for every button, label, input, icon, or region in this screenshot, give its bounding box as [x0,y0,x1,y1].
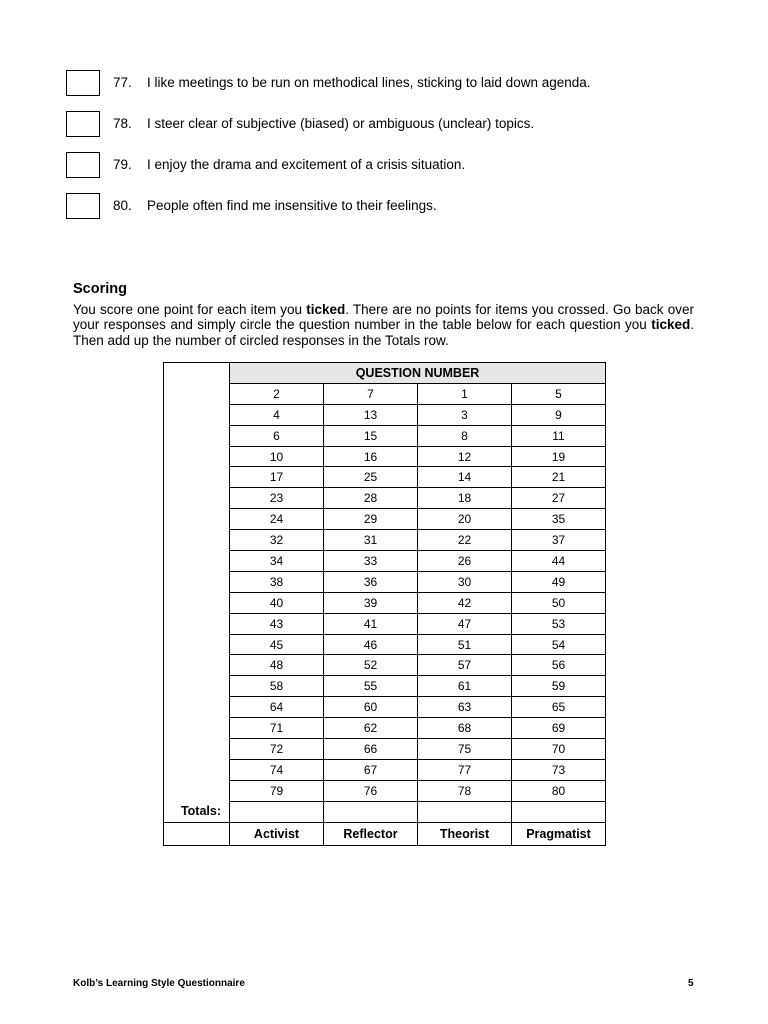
empty-cell [164,530,230,551]
table-row [164,571,606,592]
question-number-cell[interactable]: 6 [230,425,324,446]
totals-row [164,801,606,822]
empty-cell [164,571,230,592]
question-number-cell[interactable]: 42 [418,592,512,613]
question-number-cell[interactable]: 80 [512,780,606,801]
empty-cell [164,488,230,509]
question-number-cell[interactable]: 12 [418,446,512,467]
question-number-cell[interactable]: 65 [512,697,606,718]
question-item [66,152,706,180]
scoring-table-body [164,363,606,846]
table-row [164,446,606,467]
total-cell[interactable] [512,801,606,822]
table-row [164,467,606,488]
question-number-cell[interactable]: 53 [512,613,606,634]
answer-checkbox[interactable] [66,152,100,178]
intro-text: . Then add up the number of circled responses in the Totals row. [73,317,694,348]
table-row [164,759,606,780]
question-number-cell[interactable]: 75 [418,739,512,760]
question-number-cell[interactable]: 34 [230,551,324,572]
table-row [164,613,606,634]
table-header: QUESTION NUMBER [230,363,606,384]
empty-cell [164,759,230,780]
question-number-cell[interactable]: 23 [230,488,324,509]
question-number-cell[interactable]: 61 [418,676,512,697]
question-number-cell[interactable]: 20 [418,509,512,530]
question-number-cell[interactable]: 30 [418,571,512,592]
table-row [164,697,606,718]
table-row [164,739,606,760]
question-number-cell[interactable]: 55 [324,676,418,697]
empty-cell [164,551,230,572]
question-number-cell[interactable]: 77 [418,759,512,780]
empty-cell [164,655,230,676]
scoring-instructions [73,302,694,348]
question-item [66,111,706,139]
total-cell[interactable] [230,801,324,822]
empty-cell [164,676,230,697]
question-number-cell[interactable]: 67 [324,759,418,780]
footer-title: Kolb’s Learning Style Questionnaire [73,978,245,989]
question-text: I like meetings to be run on methodical lines, sticking to laid down agenda. [147,75,591,90]
table-row [164,655,606,676]
question-number-cell[interactable]: 16 [324,446,418,467]
empty-cell [164,363,230,384]
question-number-cell[interactable]: 37 [512,530,606,551]
table-row [164,634,606,655]
question-number-cell[interactable]: 52 [324,655,418,676]
question-number-cell[interactable]: 31 [324,530,418,551]
empty-cell [164,467,230,488]
question-number-cell[interactable]: 46 [324,634,418,655]
question-number-cell[interactable]: 54 [512,634,606,655]
question-number-cell[interactable]: 58 [230,676,324,697]
style-names-row [164,822,606,845]
question-number-cell[interactable]: 49 [512,571,606,592]
question-number-cell[interactable]: 51 [418,634,512,655]
question-number-cell[interactable]: 43 [230,613,324,634]
table-header-row [164,363,606,384]
table-row [164,592,606,613]
question-number-cell[interactable]: 19 [512,446,606,467]
question-number-cell[interactable]: 57 [418,655,512,676]
intro-text: You score one point for each item you [73,302,307,317]
empty-cell [164,718,230,739]
table-row [164,404,606,425]
page-number: 5 [688,978,694,989]
question-number-cell[interactable]: 35 [512,509,606,530]
question-number-cell[interactable]: 18 [418,488,512,509]
question-number-cell[interactable]: 69 [512,718,606,739]
intro-text: . There are no points for items you crossed. Go back over your responses and simply circle the question number in the table below for each question you [73,302,694,333]
question-number-cell[interactable]: 4 [230,404,324,425]
question-number-cell[interactable]: 26 [418,551,512,572]
empty-cell [164,425,230,446]
empty-cell [164,780,230,801]
table-row [164,509,606,530]
answer-checkbox[interactable] [66,111,100,137]
question-number-cell[interactable]: 59 [512,676,606,697]
question-number-cell[interactable]: 36 [324,571,418,592]
question-number-cell[interactable]: 50 [512,592,606,613]
question-number-cell[interactable]: 48 [230,655,324,676]
question-number-cell[interactable]: 41 [324,613,418,634]
question-number-cell[interactable]: 44 [512,551,606,572]
question-text: I steer clear of subjective (biased) or ambiguous (unclear) topics. [147,116,535,131]
empty-cell [164,613,230,634]
question-number-cell[interactable]: 63 [418,697,512,718]
question-number-cell[interactable]: 76 [324,780,418,801]
question-number-cell[interactable]: 78 [418,780,512,801]
answer-checkbox[interactable] [66,70,100,96]
total-cell[interactable] [418,801,512,822]
question-number-cell[interactable]: 8 [418,425,512,446]
learning-style-label: Reflector [324,822,418,845]
scoring-table [163,362,606,846]
learning-style-label: Activist [230,822,324,845]
total-cell[interactable] [324,801,418,822]
question-number-cell[interactable]: 15 [324,425,418,446]
question-number-cell[interactable]: 1 [418,383,512,404]
question-number-cell[interactable]: 38 [230,571,324,592]
question-number-cell[interactable]: 73 [512,759,606,780]
question-number-cell[interactable]: 9 [512,404,606,425]
empty-cell [164,634,230,655]
empty-cell [164,446,230,467]
learning-style-label: Theorist [418,822,512,845]
empty-cell [164,592,230,613]
empty-cell [164,404,230,425]
question-number-cell[interactable]: 71 [230,718,324,739]
question-number-cell[interactable]: 66 [324,739,418,760]
question-number-cell[interactable]: 74 [230,759,324,780]
table-row [164,425,606,446]
totals-label: Totals: [164,801,230,822]
question-number-cell[interactable]: 22 [418,530,512,551]
question-number-cell[interactable]: 56 [512,655,606,676]
question-number-cell[interactable]: 79 [230,780,324,801]
question-number: 79. [113,157,132,172]
question-number-cell[interactable]: 11 [512,425,606,446]
question-number-cell[interactable]: 25 [324,467,418,488]
answer-checkbox[interactable] [66,193,100,219]
question-number-cell[interactable]: 32 [230,530,324,551]
question-number-cell[interactable]: 3 [418,404,512,425]
question-item [66,70,706,98]
question-number-cell[interactable]: 28 [324,488,418,509]
question-number-cell[interactable]: 21 [512,467,606,488]
empty-cell [164,509,230,530]
question-number-cell[interactable]: 33 [324,551,418,572]
question-number-cell[interactable]: 5 [512,383,606,404]
question-number-cell[interactable]: 13 [324,404,418,425]
question-text: People often find me insensitive to their feelings. [147,198,437,213]
question-number-cell[interactable]: 40 [230,592,324,613]
question-number: 78. [113,116,132,131]
question-number: 77. [113,75,132,90]
question-number-cell[interactable]: 47 [418,613,512,634]
question-number-cell[interactable]: 24 [230,509,324,530]
scoring-heading: Scoring [73,281,127,297]
question-number-cell[interactable]: 7 [324,383,418,404]
question-number-cell[interactable]: 39 [324,592,418,613]
question-text: I enjoy the drama and excitement of a crisis situation. [147,157,466,172]
question-number-cell[interactable]: 29 [324,509,418,530]
question-number-cell[interactable]: 68 [418,718,512,739]
table-row [164,676,606,697]
question-number-cell[interactable]: 70 [512,739,606,760]
question-number-cell[interactable]: 10 [230,446,324,467]
table-row [164,718,606,739]
question-number-cell[interactable]: 2 [230,383,324,404]
intro-bold-text: ticked [306,302,346,317]
empty-cell [164,739,230,760]
table-row [164,780,606,801]
table-row [164,488,606,509]
question-number-cell[interactable]: 72 [230,739,324,760]
empty-cell [164,822,230,845]
question-number-cell[interactable]: 27 [512,488,606,509]
table-row [164,383,606,404]
learning-style-label: Pragmatist [512,822,606,845]
table-row [164,530,606,551]
question-item [66,193,706,221]
question-number: 80. [113,198,132,213]
question-number-cell[interactable]: 60 [324,697,418,718]
question-number-cell[interactable]: 64 [230,697,324,718]
table-row [164,551,606,572]
question-number-cell[interactable]: 62 [324,718,418,739]
question-number-cell[interactable]: 45 [230,634,324,655]
question-number-cell[interactable]: 14 [418,467,512,488]
question-number-cell[interactable]: 17 [230,467,324,488]
empty-cell [164,383,230,404]
empty-cell [164,697,230,718]
intro-bold-text: ticked [651,317,691,333]
